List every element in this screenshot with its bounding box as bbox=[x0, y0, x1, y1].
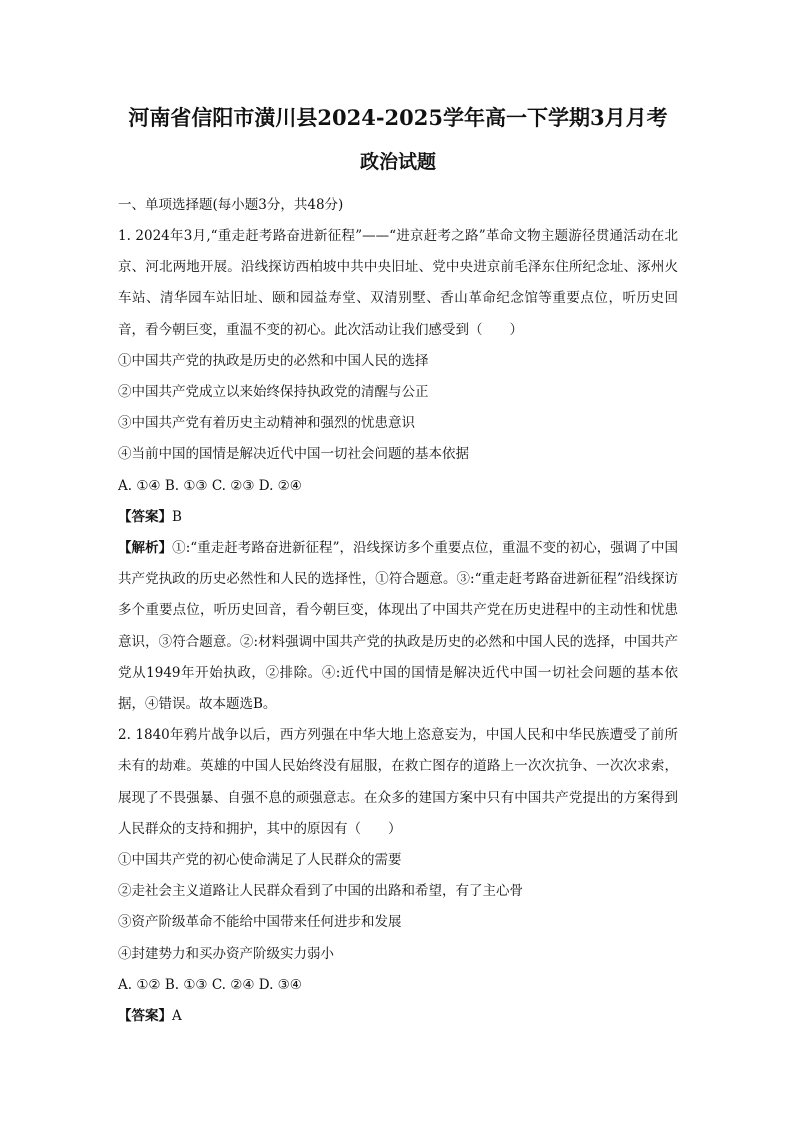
question-option: ③中国共产党有着历史主动精神和强烈的忧患意识 bbox=[118, 415, 415, 432]
question-choices: A. ①② B. ①③ C. ②④ D. ③④ bbox=[118, 976, 302, 993]
question-option: ②中国共产党成立以来始终保持执政党的清醒与公正 bbox=[118, 384, 429, 401]
answer-line bbox=[118, 502, 678, 533]
analysis-paragraph bbox=[118, 533, 678, 720]
analysis-text: ①:“重走赶考路奋进新征程”，沿线探访多个重要点位，重温不变的初心，强调了中国共产党执政的历史必然性和人民的选择性，①符合题意。③:“重走赶考路奋进新征程”沿线探访多个重要点位，听历史回音，看今朝巨变，体现出了中国共产党在历史进程中的主动性和忧患意识，③符合题意。②:材料强调中国共产党的执政是历史的必然和中国人民的选择，中国共产党从1949年开始执政，②排除。④:近代中国的国情是解决近代中国一切社会问题的基本依据，④错误。故本题选B。 bbox=[118, 540, 679, 713]
question-option: ③资产阶级革命不能给中国带来任何进步和发展 bbox=[118, 914, 402, 931]
question-stem: 1. 2024年3月,“重走赶考路奋进新征程”——“进京赶考之路”革命文物主题游径贯通活动在北京、河北两地开展。沿线探访西柏坡中共中央旧址、党中央进京前毛泽东住所纪念址、涿州火车站、清华园车站旧址、颐和园益寿堂、双清别墅、香山革命纪念馆等重要点位，听历史回音，看今朝巨变，重温不变的初心。此次活动让我们感受到（ ） bbox=[118, 228, 678, 338]
question-option: ①中国共产党的初心使命满足了人民群众的需要 bbox=[118, 852, 402, 869]
question-choices: A. ①④ B. ①③ C. ②③ D. ②④ bbox=[118, 477, 302, 494]
question-1 bbox=[118, 221, 678, 720]
answer-value: A bbox=[172, 1008, 182, 1025]
question-stem: 2. 1840年鸦片战争以后，西方列强在中华大地上恣意妄为，中国人民和中华民族遭受了前所未有的劫难。英雄的中国人民始终没有屈服，在救亡图存的道路上一次次抗争、一次次求索，展现了不畏强暴、自强不息的顽强意志。在众多的建国方案中只有中国共产党提出的方案得到人民群众的支持和拥护，其中的原因有（ ） bbox=[118, 727, 678, 837]
answer-line bbox=[118, 1001, 678, 1032]
answer-label: 【答案】 bbox=[118, 508, 172, 525]
question-option: ④封建势力和买办资产阶级实力弱小 bbox=[118, 945, 334, 962]
question-option: ①中国共产党的执政是历史的必然和中国人民的选择 bbox=[118, 352, 429, 369]
document-page bbox=[118, 96, 678, 1032]
question-2 bbox=[118, 720, 678, 1032]
answer-label: 【答案】 bbox=[118, 1008, 172, 1025]
question-option: ②走社会主义道路让人民群众看到了中国的出路和希望，有了主心骨 bbox=[118, 883, 523, 900]
section-heading: 一、单项选择题(每小题3分，共48分) bbox=[118, 197, 344, 213]
document-title: 河南省信阳市潢川县2024-2025学年高一下学期3月月考 bbox=[128, 105, 668, 130]
question-option: ④当前中国的国情是解决近代中国一切社会问题的基本依据 bbox=[118, 446, 469, 463]
analysis-label: 【解析】 bbox=[118, 540, 173, 557]
answer-value: B bbox=[172, 508, 182, 525]
document-subtitle: 政治试题 bbox=[359, 151, 436, 173]
